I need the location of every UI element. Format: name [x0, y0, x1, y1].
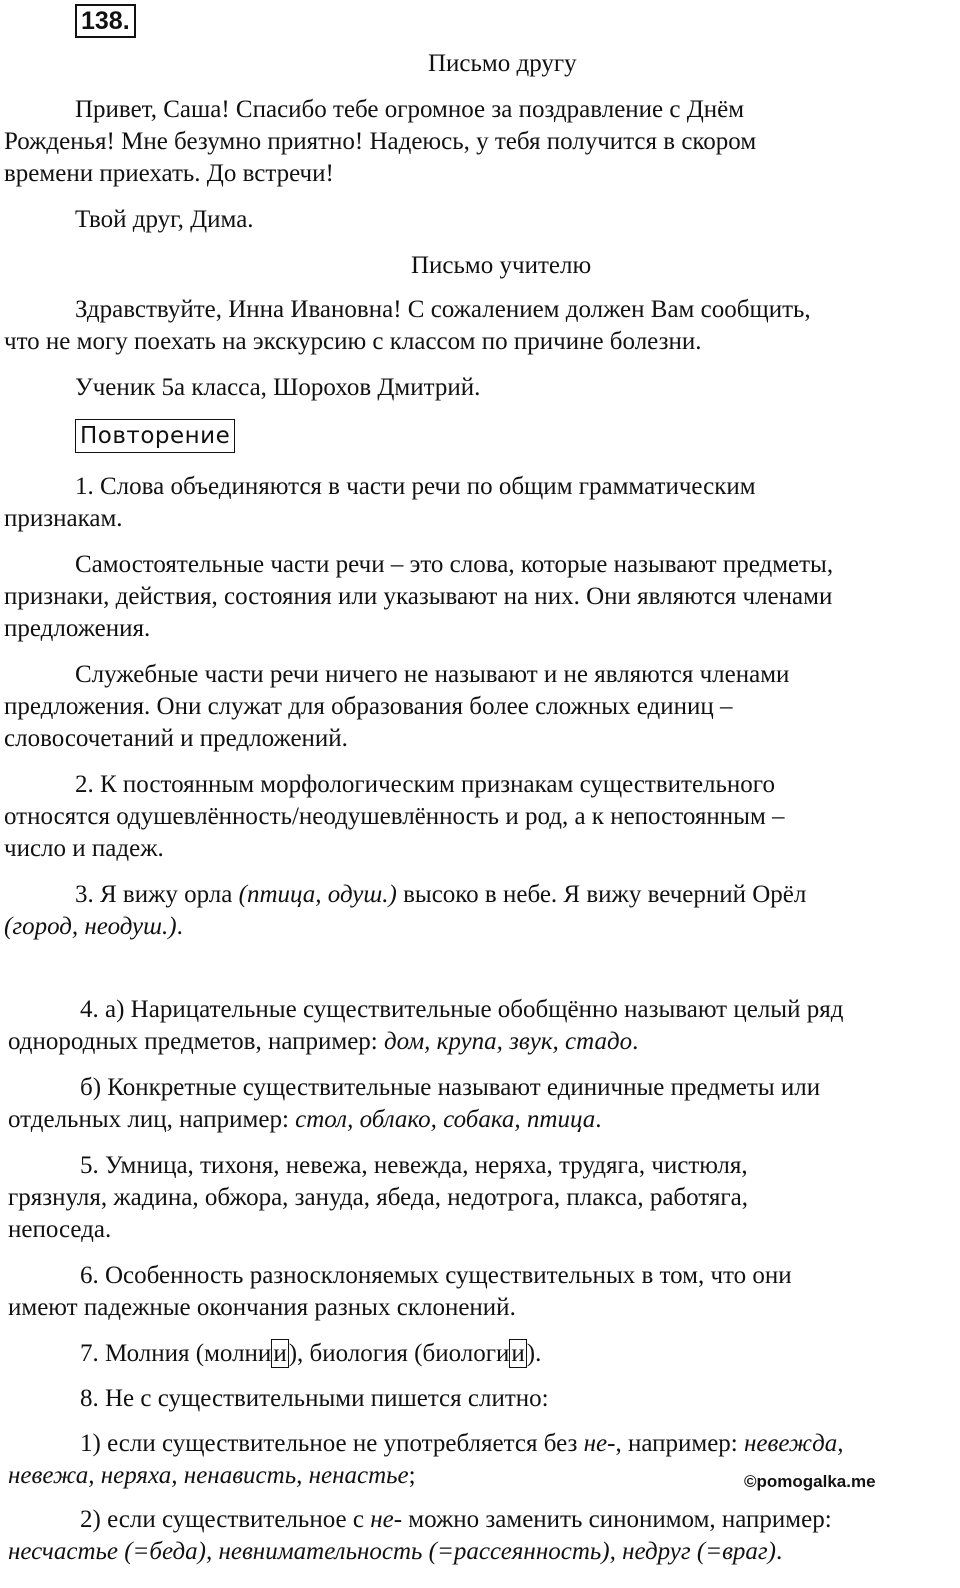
review-item-2-line: 2. К постоянным морфологическим признакам существительного	[75, 771, 775, 798]
text-span: , например:	[615, 1430, 744, 1457]
boxed-ending: и	[273, 1340, 287, 1367]
service-parts-line: Служебные части речи ничего не называют и не являются членами	[75, 661, 790, 688]
review-item-4a-line: 4. а) Нарицательные существительные обобщённо называют целый ряд	[80, 996, 844, 1023]
italic-note: (птица, одуш.)	[238, 881, 397, 908]
review-item-1-line: 1. Слова объединяются в части речи по общим грамматическим	[75, 473, 756, 500]
review-item-3-line	[4, 911, 183, 943]
italic-examples: дом, крупа, звук, стадо	[384, 1028, 633, 1055]
letter-friend-line: времени приехать. До встречи!	[4, 160, 334, 187]
review-item-1-line: признакам.	[4, 505, 123, 532]
review-item-2-line: число и падеж.	[4, 835, 164, 862]
review-item-5-line: грязнуля, жадина, обжора, зануда, ябеда, недотрога, плакса, работяга,	[8, 1184, 749, 1211]
review-item-8-line: 8. Не с существительными пишется слитно:	[80, 1385, 549, 1412]
review-heading: Повторение	[75, 419, 235, 453]
independent-parts-line: признаки, действия, состояния или указывают на них. Они являются членами	[4, 583, 833, 610]
review-item-8-1-line	[8, 1460, 416, 1492]
service-parts-line: словосочетаний и предложений.	[4, 725, 348, 752]
italic-prefix: не-	[370, 1506, 403, 1533]
independent-parts-line: предложения.	[4, 615, 151, 642]
review-item-6-line: 6. Особенность разносклоняемых существительных в том, что они	[80, 1262, 792, 1289]
review-item-2-line: относятся одушевлённость/неодушевлённость и род, а к непостоянным –	[4, 803, 785, 830]
review-item-4b-line	[8, 1104, 602, 1136]
text-span: 1) если существительное не употребляется без	[80, 1430, 584, 1457]
review-item-6-line: имеют падежные окончания разных склонений.	[8, 1294, 516, 1321]
letter-teacher-line: что не могу поехать на экскурсию с классом по причине болезни.	[4, 328, 702, 355]
text-span: ;	[408, 1462, 416, 1489]
review-item-8-2-line	[8, 1536, 782, 1568]
letter-friend-title: Письмо другу	[428, 50, 577, 77]
review-item-4a-line	[8, 1026, 638, 1058]
review-item-8-1-line	[80, 1428, 843, 1460]
review-item-5-line: непоседа.	[8, 1216, 112, 1243]
italic-prefix: не-	[583, 1430, 616, 1457]
exercise-number-badge: 138.	[75, 4, 136, 38]
watermark: ©pomogalka.me	[744, 1472, 876, 1491]
letter-teacher-line: Здравствуйте, Инна Ивановна! С сожалением должен Вам сообщить,	[75, 296, 811, 323]
letter-friend-line: Привет, Саша! Спасибо тебе огромное за поздравление с Днём	[75, 96, 745, 123]
review-item-7-line	[80, 1338, 541, 1370]
boxed-ending: и	[511, 1340, 525, 1367]
letter-teacher-signature: Ученик 5а класса, Шорохов Дмитрий.	[75, 374, 481, 401]
text-span: .	[632, 1028, 639, 1055]
italic-note: (город, неодуш.)	[4, 913, 177, 940]
review-item-3-line	[75, 879, 806, 911]
text-span: .	[776, 1538, 783, 1565]
text-span: .	[176, 913, 183, 940]
letter-friend-line: Рожденья! Мне безумно приятно! Надеюсь, у тебя получится в скором	[4, 128, 757, 155]
review-item-4b-line: б) Конкретные существительные называют единичные предметы или	[80, 1074, 821, 1101]
text-span: однородных предметов, например:	[8, 1028, 385, 1055]
review-item-5-line: 5. Умница, тихоня, невежа, невежда, неряха, трудяга, чистюля,	[80, 1152, 748, 1179]
review-item-8-2-line	[80, 1504, 832, 1536]
text-span: высоко в небе. Я вижу вечерний Орёл	[396, 881, 807, 908]
text-span: отдельных лиц, например:	[8, 1106, 296, 1133]
italic-examples: невежда,	[743, 1430, 844, 1457]
text-span: 3. Я вижу орла	[75, 881, 239, 908]
italic-examples: невежа, неряха, ненависть, ненастье	[8, 1462, 409, 1489]
independent-parts-line: Самостоятельные части речи – это слова, которые называют предметы,	[75, 551, 834, 578]
text-span: можно заменить синонимом, например:	[402, 1506, 832, 1533]
letter-teacher-title: Письмо учителю	[411, 252, 592, 279]
text-span: .	[595, 1106, 602, 1133]
text-span: 7. Молния (молни	[80, 1340, 272, 1367]
text-span: ).	[526, 1340, 542, 1367]
italic-examples: стол, облако, собака, птица	[295, 1106, 596, 1133]
letter-friend-signature: Твой друг, Дима.	[75, 206, 254, 233]
italic-examples: несчастье (=беда), невнимательность (=рассеянность), недруг (=враг)	[8, 1538, 776, 1565]
text-span: 2) если существительное с	[80, 1506, 371, 1533]
service-parts-line: предложения. Они служат для образования более сложных единиц –	[4, 693, 733, 720]
text-span: ), биология (биологи	[288, 1340, 510, 1367]
